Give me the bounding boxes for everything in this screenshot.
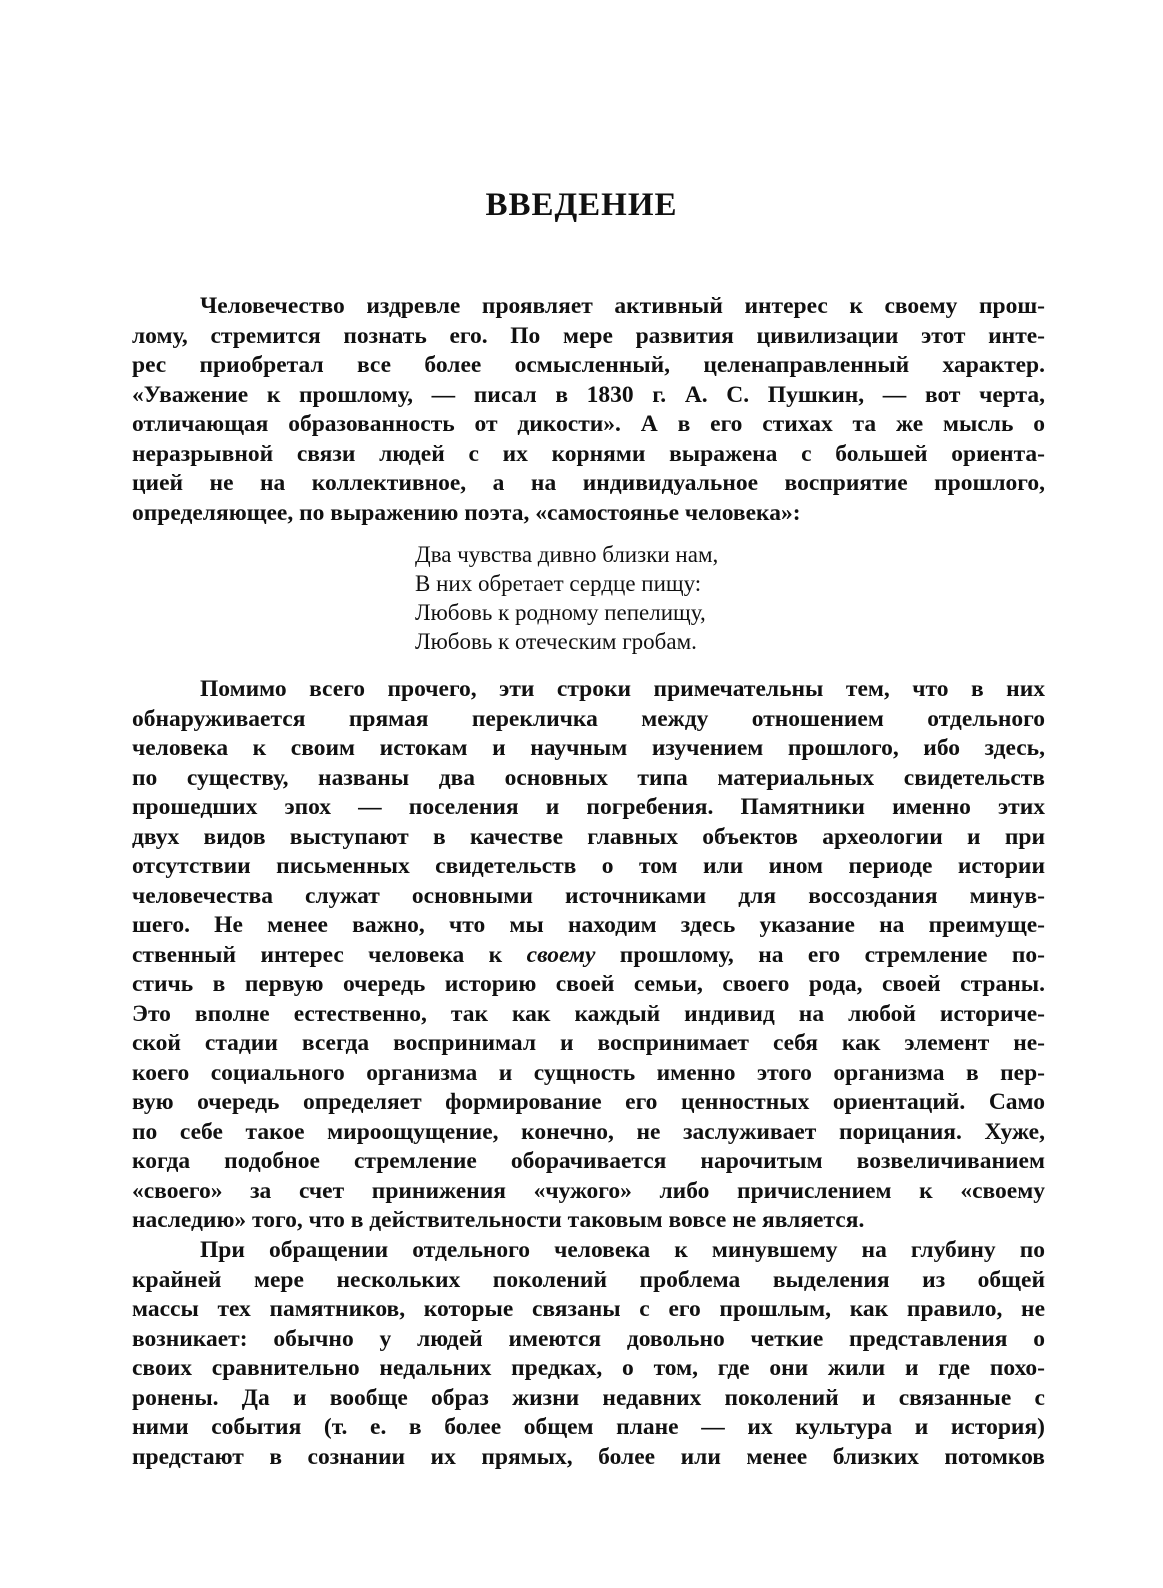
text-line: При обращении отдельного человека к минувшему на глубину по [200,1237,1045,1263]
poem-line: Любовь к родному пепелищу, [415,600,706,625]
text-line: ской стадии всегда воспринимал и воспринимает себя как элемент не- [132,1030,1045,1056]
text-line: крайней мере нескольких поколений проблема выделения из общей [132,1266,1045,1293]
text-line: рес приобретал все более осмысленный, целенаправленный характер. [132,352,1045,378]
text-line: прошедших эпох — поселения и погребения. Памятники именно этих [132,794,1045,820]
text-line: определяющее, по выражению поэта, «самостоянье человека»: [132,499,801,526]
text-line: неразрывной связи людей с их корнями выражена с большей ориента- [132,440,1045,467]
text-line-with-italic [132,941,1045,971]
text-line: своих сравнительно недальних предках, о том, где они жили и где похо- [132,1355,1045,1381]
poem-quote [415,540,718,656]
text-line: «Уважение к прошлому, — писал в 1830 г. А. С. Пушкин, — вот черта, [132,381,1045,408]
text-line: ними события (т. е. в более общем плане — их культура и история) [132,1414,1045,1440]
text-line: обнаруживается прямая перекличка между отношением отдельного [132,705,1045,732]
text-line: цией не на коллективное, а на индивидуальное восприятие прошлого, [132,470,1045,496]
text-line: массы тех памятников, которые связаны с его прошлым, как правило, не [132,1296,1045,1322]
text-line: «своего» за счет принижения «чужого» либо причислением к «своему [132,1177,1045,1204]
poem-line: Два чувства дивно близки нам, [415,542,719,567]
text-line: человека к своим истокам и научным изучением прошлого, ибо здесь, [132,735,1045,761]
text-line: Помимо всего прочего, эти строки примечательны тем, что в них [200,676,1045,702]
paragraph-2 [132,675,1045,1236]
italic-emphasis: своему [526,941,596,968]
text-line: лому, стремится познать его. По мере развития цивилизации этот инте- [132,322,1045,349]
paragraph-1 [132,292,1045,528]
text-line: ронены. Да и вообще образ жизни недавних поколений и связанные с [132,1384,1045,1411]
text-line: человечества служат основными источниками для воссоздания минув- [132,882,1045,909]
text-line: шего. Не менее важно, что мы находим здесь указание на преимуще- [132,912,1045,938]
text-line: Это вполне естественно, так как каждый индивид на любой историче- [132,1000,1045,1027]
page-title: ВВЕДЕНИЕ [485,187,678,223]
text-line: вую очередь определяет формирование его ценностных ориентаций. Само [132,1089,1045,1115]
text-line: стичь в первую очередь историю своей семьи, своего рода, своей страны. [132,971,1045,997]
text-line: отсутствии письменных свидетельств о том или ином периоде истории [132,853,1045,879]
text-segment: прошлому, на его стремление по- [595,941,1046,968]
text-line: Человечество издревле проявляет активный интерес к своему прош- [200,293,1045,319]
text-line: отличающая образованность от дикости». А в его стихах та же мысль о [132,411,1045,437]
text-line: предстают в сознании их прямых, более или менее близких потомков [132,1443,1045,1470]
text-line: коего социального организма и сущность именно этого организма в пер- [132,1059,1045,1086]
text-line: наследию» того, что в действительности таковым вовсе не является. [132,1207,865,1233]
text-line: возникает: обычно у людей имеются довольно четкие представления о [132,1325,1045,1352]
text-line: двух видов выступают в качестве главных объектов археологии и при [132,823,1045,850]
poem-line: В них обретает сердце пищу: [415,571,702,596]
text-segment: ственный интерес человека к [132,941,527,968]
text-line: когда подобное стремление оборачивается нарочитым возвеличиванием [132,1148,1045,1174]
poem-line: Любовь к отеческим гробам. [415,629,697,654]
text-line: по себе такое мироощущение, конечно, не заслуживает порицания. Хуже, [132,1118,1045,1145]
text-line: по существу, названы два основных типа материальных свидетельств [132,764,1045,791]
paragraph-3 [132,1236,1045,1472]
